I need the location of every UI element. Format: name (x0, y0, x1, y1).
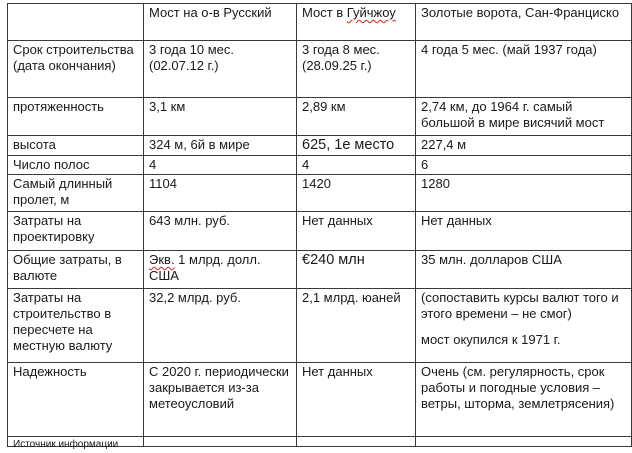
cell-total-golden-gate[interactable]: 35 млн. долларов США (416, 251, 632, 289)
header-cell-russky-bridge[interactable]: Мост на о-в Русский (144, 4, 297, 41)
cell-local-guizhou[interactable]: 2,1 млрд. юаней (297, 289, 416, 363)
cell-span-guizhou[interactable]: 1420 (297, 175, 416, 212)
cell-design-russky[interactable]: 643 млн. руб. (144, 212, 297, 251)
table-row-total-cost (8, 251, 632, 289)
cell-design-golden-gate[interactable]: Нет данных (416, 212, 632, 251)
cell-span-golden-gate[interactable]: 1280 (416, 175, 632, 212)
table-row-lanes (8, 156, 632, 175)
cell-total-guizhou[interactable]: €240 млн (297, 251, 416, 289)
row-label-total-cost[interactable]: Общие затраты, в валюте (8, 251, 144, 289)
table-row-local-currency (8, 289, 632, 363)
row-label-lanes[interactable]: Число полос (8, 156, 144, 175)
table-row-height (8, 136, 632, 156)
table-row-term (8, 41, 632, 98)
cell-lanes-guizhou[interactable]: 4 (297, 156, 416, 175)
cell-height-golden-gate[interactable]: 227,4 м (416, 136, 632, 156)
source-label-text: Источник информации (13, 439, 119, 450)
header-guizhou-name: Гуйчжоу (346, 5, 396, 20)
cell-local-russky[interactable]: 32,2 млрд. руб. (144, 289, 297, 363)
header-cell-guizhou-bridge[interactable] (297, 4, 416, 41)
comparison-table (7, 3, 632, 450)
cell-reliability-guizhou[interactable]: Нет данных (297, 363, 416, 437)
row-label-design-cost[interactable]: Затраты на проектировку (8, 212, 144, 251)
row-label-span[interactable]: Самый длинный пролет, м (8, 175, 144, 212)
cell-term-golden-gate[interactable]: 4 года 5 мес. (май 1937 года) (416, 41, 632, 98)
cell-span-russky[interactable]: 1104 (144, 175, 297, 212)
local-golden-gate-note: (сопоставить курсы валют того и этого времени – не смог) (421, 290, 619, 321)
cell-source-russky[interactable] (144, 437, 297, 447)
header-cell-golden-gate[interactable]: Золотые ворота, Сан-Франциско (416, 4, 632, 41)
row-label-length[interactable]: протяженность (8, 98, 144, 136)
header-guizhou-prefix: Мост в (302, 5, 347, 20)
row-label-source[interactable] (8, 437, 144, 450)
paragraph-gap (421, 322, 626, 332)
cell-source-golden-gate[interactable] (416, 437, 632, 447)
cell-term-guizhou[interactable]: 3 года 8 мес. (28.09.25 г.) (297, 41, 416, 98)
cell-reliability-russky[interactable]: С 2020 г. периодически закрывается из-за метеоусловий (144, 363, 297, 437)
total-russky-amount: 1 млрд. долл. США (149, 252, 261, 283)
header-row (8, 4, 632, 41)
table-row-length (8, 98, 632, 136)
cell-reliability-golden-gate[interactable]: Очень (см. регулярность, срок работы и погодные условия – ветры, шторма, землетрясения) (416, 363, 632, 437)
cell-length-golden-gate[interactable]: 2,74 км, до 1964 г. самый большой в мире висячий мост (416, 98, 632, 136)
row-label-term[interactable]: Срок строительства (дата окончания) (8, 41, 144, 98)
cell-lanes-golden-gate[interactable]: 6 (416, 156, 632, 175)
table-row-span (8, 175, 632, 212)
cell-source-guizhou[interactable] (297, 437, 416, 447)
cell-term-russky[interactable]: 3 года 10 мес. (02.07.12 г.) (144, 41, 297, 98)
cell-lanes-russky[interactable]: 4 (144, 156, 297, 175)
cell-length-russky[interactable]: 3,1 км (144, 98, 297, 136)
table-row-source (8, 437, 632, 447)
cell-length-guizhou[interactable]: 2,89 км (297, 98, 416, 136)
cell-design-guizhou[interactable]: Нет данных (297, 212, 416, 251)
cell-height-russky[interactable]: 324 м, 6й в мире (144, 136, 297, 156)
row-label-local-currency[interactable]: Затраты на строительство в пересчете на местную валюту (8, 289, 144, 363)
row-label-reliability[interactable]: Надежность (8, 363, 144, 437)
table-row-design-cost (8, 212, 632, 251)
total-russky-abbrev: Экв. (149, 252, 175, 267)
header-cell-empty[interactable] (8, 4, 144, 41)
cell-total-russky[interactable] (144, 251, 297, 289)
table-row-reliability (8, 363, 632, 437)
local-golden-gate-payback: мост окупился к 1971 г. (421, 332, 561, 347)
cell-local-golden-gate[interactable] (416, 289, 632, 363)
cell-height-guizhou[interactable]: 625, 1е место (297, 136, 416, 156)
row-label-height[interactable]: высота (8, 136, 144, 156)
